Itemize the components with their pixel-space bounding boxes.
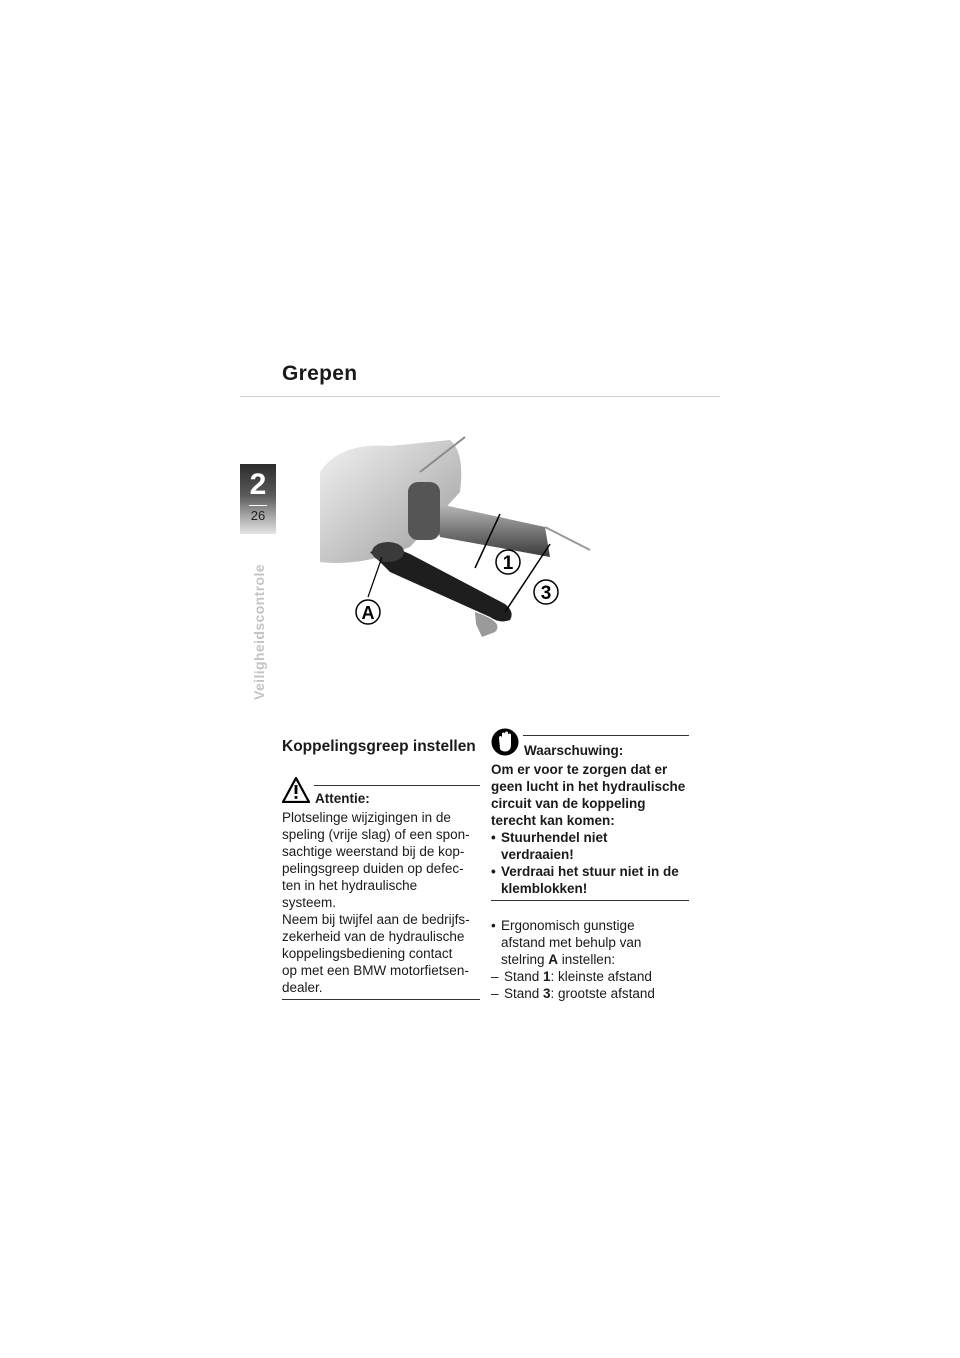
clutch-lever-illustration (300, 432, 610, 657)
position-number: 1 (543, 969, 551, 984)
warning-item (491, 863, 689, 897)
callout-a-label: A (361, 603, 375, 623)
section-name-vertical: Veiligheidscontrole (251, 564, 267, 700)
bullet-mark: • (491, 918, 496, 933)
callout-a (356, 600, 380, 624)
warning-triangle-icon (282, 777, 310, 803)
warning-label: Waarschuwing: (524, 743, 624, 758)
attention-rule (314, 785, 480, 786)
instruction-suffix: instellen: (558, 952, 616, 967)
attention-end-rule (282, 999, 480, 1000)
instruction-item (491, 917, 689, 968)
bullet-mark: • (491, 830, 496, 845)
warning-header (491, 727, 689, 761)
warning-item-text: Stuurhendel niet verdraaien! (501, 830, 608, 862)
dash-mark: – (491, 969, 499, 984)
left-column (282, 738, 480, 1000)
right-column (491, 727, 689, 1002)
callout-3 (534, 580, 558, 604)
bullet-mark: • (491, 864, 496, 879)
warning-item (491, 829, 689, 863)
position-item (491, 968, 689, 985)
position-prefix: Stand (504, 969, 544, 984)
warning-rule (523, 735, 689, 736)
section-heading: Koppelingsgreep instellen (282, 738, 476, 755)
warning-intro: Om er voor te zorgen dat er geen lucht in het hydraulische circuit van de koppeling terecht kan komen: (491, 762, 686, 828)
attention-label: Attentie: (315, 791, 370, 806)
position-item (491, 985, 689, 1002)
chapter-tab (240, 464, 276, 534)
instruction-text: Ergonomisch gunstige afstand met behulp van stelring (501, 918, 642, 967)
position-suffix: : kleinste afstand (550, 969, 652, 984)
attention-text: Plotselinge wijzigingen in de speling (vrije slag) of een spon- sachtige weerstand bij de kop- pelingsgreep duiden op defec- ten in het hydraulische systeem. Neem bij twijfel aan de bedrijfs- zekerheid van de hydraulische koppelingsbediening contact op met een BMW motorfietsen- dealer. (282, 810, 470, 995)
dash-mark: – (491, 986, 499, 1001)
position-number: 3 (543, 986, 551, 1001)
chapter-number: 2 (249, 468, 267, 501)
warning-end-rule (491, 900, 689, 901)
instruction-ring-label: A (548, 952, 559, 967)
callout-1-label: 1 (502, 553, 514, 574)
callout-1 (496, 550, 520, 574)
page-number: 26 (250, 508, 266, 523)
warning-item-text: Verdraai het stuur niet in de klemblokken! (501, 864, 679, 896)
position-prefix: Stand (504, 986, 544, 1001)
position-suffix: : grootste afstand (550, 986, 655, 1001)
stop-hand-icon (491, 727, 519, 757)
callout-3-label: 3 (540, 583, 552, 604)
chapter-separator (249, 505, 267, 506)
page-title: Grepen (282, 362, 358, 385)
attention-header (282, 777, 480, 809)
title-rule (240, 396, 720, 397)
